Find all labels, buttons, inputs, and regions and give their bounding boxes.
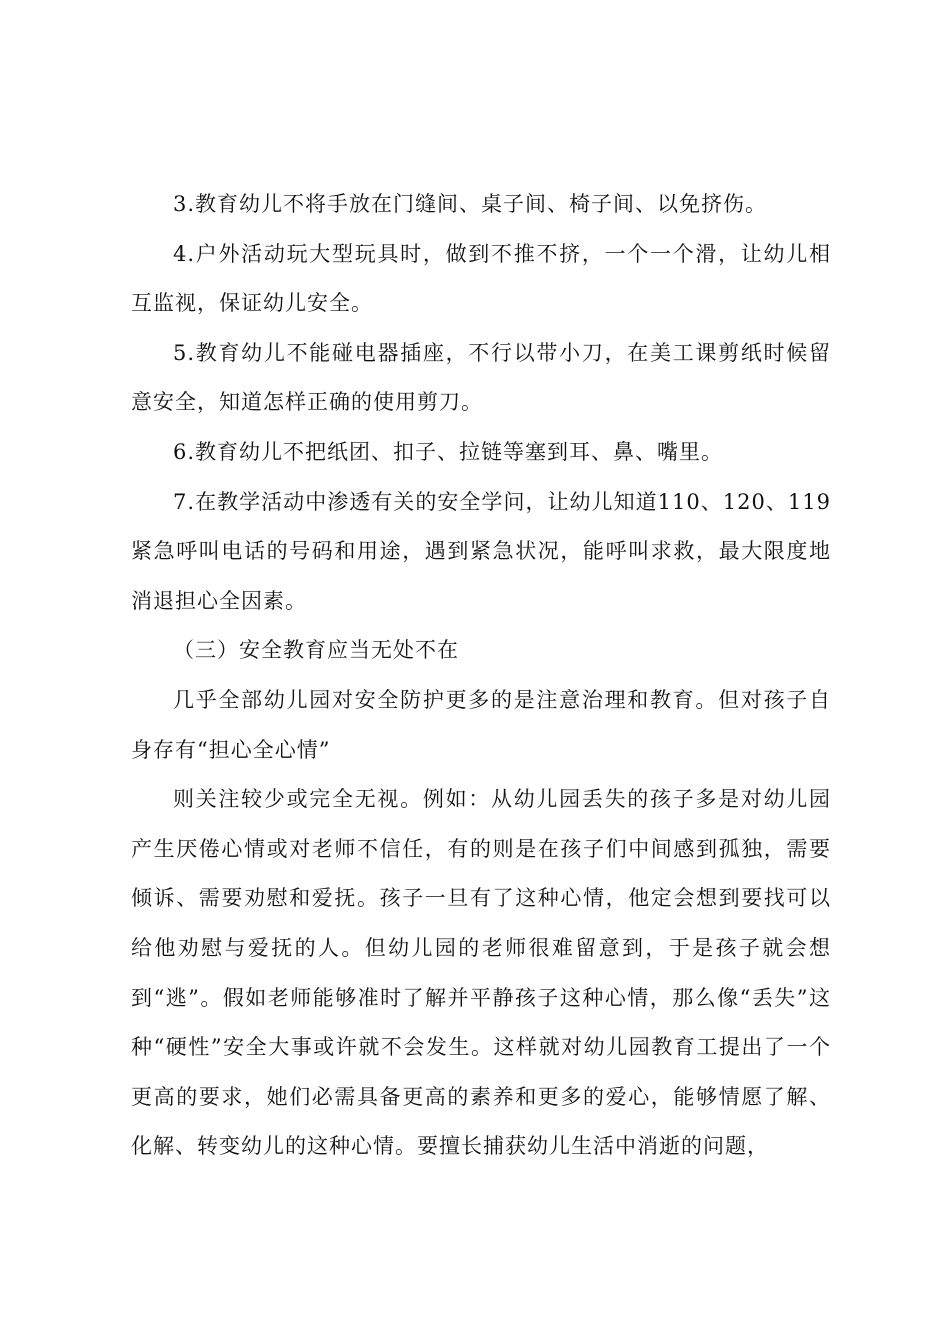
paragraph-main: 则关注较少或完全无视。例如：从幼儿园丢失的孩子多是对幼儿园产生厌倦心情或对老师不信任，有的则是在孩子们中间感到孤独，需要倾诉、需要劝慰和爱抚。孩子一旦有了这种心情，他定会想到要找可以给他劝慰与爱抚的人。但幼儿园的老师很难留意到，于是孩子就会想到“逃”。假如老师能够准时了解并平静孩子这种心情，那么像“丢失”这种“硬性”安全大事或许就不会发生。这样就对幼儿园教育工提出了一个更高的要求，她们必需具备更高的素养和更多的爱心，能够情愿了解、化解、转变幼儿的这种心情。要擅长捕获幼儿生活中消逝的问题，	[131, 787, 831, 1159]
section-heading: （三）安全教育应当无处不在	[173, 638, 459, 663]
paragraph-item-5: 5.教育幼儿不能碰电器插座，不行以带小刀，在美工课剪纸时候留意安全，知道怎样正确的使用剪刀。	[131, 340, 831, 415]
paragraph-item-7: 7.在教学活动中渗透有关的安全学问，让幼儿知道110、120、119紧急呼叫电话的号码和用途，遇到紧急状况，能呼叫求救，最大限度地消退担心全因素。	[131, 489, 831, 613]
paragraph-item-3: 3.教育幼儿不将手放在门缝间、桌子间、椅子间、以免挤伤。	[173, 192, 768, 216]
paragraph-intro: 几乎全部幼儿园对安全防护更多的是注意治理和教育。但对孩子自身存有“担心全心情”	[131, 687, 831, 762]
paragraph-item-6: 6.教育幼儿不把纸团、扣子、拉链等塞到耳、鼻、嘴里。	[173, 439, 724, 464]
document-body	[131, 180, 831, 1172]
paragraph-item-4: 4.户外活动玩大型玩具时，做到不推不挤，一个一个滑，让幼儿相互监视，保证幼儿安全。	[131, 241, 831, 316]
